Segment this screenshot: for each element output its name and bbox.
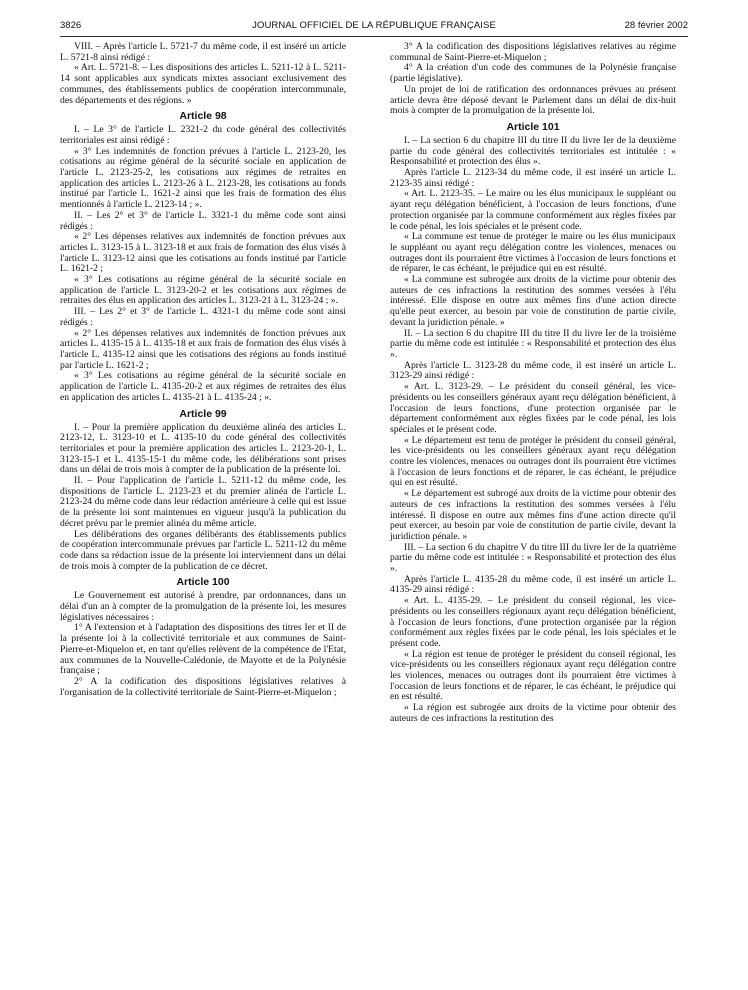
paragraph: « Art. L. 5721-8. – Les dispositions des articles L. 5211-12 à L. 5211-14 sont applicables aux syndicats mixtes associant exclusivement des communes, des établissements publics de coopération intercommunale, des départements et des régions. »: [60, 62, 346, 106]
journal-title: JOURNAL OFFICIEL DE LA RÉPUBLIQUE FRANÇAISE: [252, 20, 496, 31]
paragraph: « La commune est subrogée aux droits de la victime pour obtenir des auteurs de ces infractions la restitution des sommes versées à l'élu intéressé. Elle dispose en outre aux mêmes fins d'une action directe qu'elle peut exercer, au besoin par voie de constitution de partie civile, devant la juridiction pénale. »: [390, 274, 676, 328]
paragraph: Après l'article L. 4135-28 du même code, il est inséré un article L. 4135-29 ainsi rédigé :: [390, 573, 676, 596]
paragraph: III. – La section 6 du chapitre V du titre III du livre Ier de la quatrième partie du même code est intitulée : « Responsabilité et protection des élus ».: [390, 541, 676, 575]
article-heading: Article 101: [506, 120, 560, 133]
paragraph: Après l'article L. 3123-28 du même code, il est inséré un article L. 3123-29 ainsi rédigé :: [390, 359, 676, 382]
right-column: [390, 42, 676, 725]
paragraph: Un projet de loi de ratification des ordonnances prévues au présent article devra être déposé devant le Parlement dans un délai de dix-huit mois à compter de la promulgation de la présente loi.: [390, 83, 676, 117]
publication-date: 28 février 2002: [624, 20, 688, 31]
paragraph: « 3° Les indemnités de fonction prévues à l'article L. 2123-20, les cotisations au régime général de la sécurité sociale en application de l'article L. 2123-25-2, les cotisations aux régimes de retraites en application des articles L. 2123-26 à L. 2123-28, les cotisations au fonds institué par l'article L. 1621-2 ainsi que les frais de formation des élus mentionnés à l'article L. 2123-14 ; ».: [60, 145, 346, 211]
paragraph: « Art. L. 3123-29. – Le président du conseil général, les vice-présidents ou les conseillers généraux ayant reçu délégation bénéficient, à l'occasion de leurs fonctions, d'une protection organisée par le département conformément aux règles fixées par le code pénal, les lois spéciales et le présent code.: [390, 381, 676, 435]
paragraph: II. – Pour l'application de l'article L. 5211-12 du même code, les dispositions de l'article L. 2123-23 et du premier alinéa de l'article L. 2123-24 du même code dans leur rédaction antérieure à celle qui est issue de la présente loi sont maintenues en vigueur jusqu'à la publication du décret prévu par le premier alinéa du même article.: [60, 475, 346, 529]
paragraph: « Le département est subrogé aux droits de la victime pour obtenir des auteurs de ces infractions la restitution des sommes versées à l'élu intéressé. Il dispose en outre aux mêmes fins d'une action directe qu'il peut exercer, au besoin par voie de constitution de partie civile, devant la juridiction pénale. »: [390, 488, 676, 542]
paragraph: « Art. L. 2123-35. – Le maire ou les élus municipaux le suppléant ou ayant reçu délégation bénéficient, à l'occasion de leurs fonctions, d'une protection organisée par la commune conformément aux règles fixées par le code pénal, les lois spéciales et le présent code.: [390, 188, 676, 232]
left-column: [60, 42, 346, 698]
paragraph: « 3° Les cotisations au régime général de la sécurité sociale en application de l'article L. 3123-20-2 et les cotisations aux régimes de retraites des élus en application des articles L. 3123-21 à L. 3123-24 ; ».: [60, 274, 346, 307]
paragraph: « La commune est tenue de protéger le maire ou les élus municipaux le suppléant ou ayant reçu délégation contre les violences, menaces ou outrages dont ils pourraient être victimes à l'occasion de leurs fonctions et de réparer, le cas échéant, le préjudice qui en est résulté.: [390, 231, 676, 275]
paragraph: Les délibérations des organes délibérants des établissements publics de coopération intercommunale prévues par l'article L. 5211-12 du même code dans sa rédaction issue de la présente loi interviennent dans un délai de trois mois à compter de la publication de ce décret.: [60, 528, 346, 572]
paragraph: Après l'article L. 2123-34 du même code, il est inséré un article L. 2123-35 ainsi rédigé :: [390, 167, 676, 189]
paragraph: « 2° Les dépenses relatives aux indemnités de fonction prévues aux articles L. 4135-15 à L. 4135-18 et aux frais de formation des élus visés à l'article L. 4135-12 ainsi que les cotisations des régions au fonds institué par l'article L. 1621-2 ;: [60, 327, 346, 371]
article-heading: Article 98: [179, 110, 227, 123]
paragraph: II. – Les 2° et 3° de l'article L. 3321-1 du même code sont ainsi rédigés :: [60, 209, 346, 232]
paragraph: I. – La section 6 du chapitre III du titre II du livre Ier de la deuxième partie du code général des collectivités territoriales est intitulée : « Responsabilité et protection des élus ».: [390, 134, 676, 168]
paragraph: 1° A l'extension et à l'adaptation des dispositions des titres Ier et II de la présente loi à la collectivité territoriale et aux communes de Saint-Pierre-et-Miquelon et, en tant qu'elles relèvent de la compétence de l'Etat, aux communes de la Nouvelle-Calédonie, de Mayotte et de la Polynésie française ;: [60, 622, 346, 677]
paragraph: III. – Les 2° et 3° de l'article L. 4321-1 du même code sont ainsi rédigés :: [60, 306, 346, 328]
paragraph: « La région est subrogée aux droits de la victime pour obtenir des auteurs de ces infractions la restitution des: [390, 702, 676, 724]
paragraph: I. – Pour la première application du deuxième alinéa des articles L. 2123-12, L. 3123-10 et L. 4135-10 du code général des collectivités territoriales et pour la première application des articles L. 2123-20-1, L. 3123-15-1 et L. 4135-15-1 du même code, les délibérations sont prises dans un délai de trois mois à compter de la publication de la présente loi.: [60, 421, 346, 476]
page-number: 3826: [60, 20, 82, 31]
paragraph: « 2° Les dépenses relatives aux indemnités de fonction prévues aux articles L. 3123-15 à L. 3123-18 et aux frais de formation des élus visés à l'article L. 3123-12 ainsi que les cotisations au fonds institué par l'article L. 1621-2 ;: [60, 231, 346, 275]
article-heading: Article 99: [179, 407, 227, 420]
paragraph: I. – Le 3° de l'article L. 2321-2 du code général des collectivités territoriales est ainsi rédigé :: [60, 124, 346, 146]
page-header: [60, 20, 688, 34]
paragraph: « 3° Les cotisations au régime général de la sécurité sociale en application de l'article L. 4135-20-2 et aux régimes de retraites des élus en application des articles L. 4135-21 à L. 4135-24 ; ».: [60, 370, 346, 403]
paragraph: 2° A la codification des dispositions législatives relatives à l'organisation de la collectivité territoriale de Saint-Pierre-et-Miquelon ;: [60, 675, 346, 698]
article-heading: Article 100: [176, 576, 230, 589]
paragraph: « Le département est tenu de protéger le président du conseil général, les vice-présidents ou les conseillers généraux ayant reçu délégation contre les violences, menaces ou outrages dont ils pourraient être victimes à l'occasion de leurs fonctions et de réparer, le cas échéant, le préjudice qui en est résulté.: [390, 434, 676, 489]
paragraph: 3° A la codification des dispositions législatives relatives au régime communal de Saint-Pierre-et-Miquelon ;: [390, 41, 676, 63]
paragraph: « La région est tenue de protéger le président du conseil régional, les vice-présidents ou les conseillers régionaux ayant reçu délégation contre les violences, menaces ou outrages dont ils pourraient être victimes à l'occasion de leurs fonctions et de réparer, le cas échéant, le préjudice qui en est résulté.: [390, 648, 676, 703]
paragraph: VIII. – Après l'article L. 5721-7 du même code, il est inséré un article L. 5721-8 ainsi rédigé :: [60, 41, 346, 63]
paragraph: 4° A la création d'un code des communes de la Polynésie française (partie législative).: [390, 62, 676, 85]
paragraph: Le Gouvernement est autorisé à prendre, par ordonnances, dans un délai d'un an à compter de la promulgation de la présente loi, les mesures législatives nécessaires :: [60, 590, 346, 623]
header-rule: [60, 36, 688, 37]
paragraph: « Art. L. 4135-29. – Le président du conseil régional, les vice-présidents ou les conseillers régionaux ayant reçu délégation bénéficient, à l'occasion de leurs fonctions, d'une protection organisée par la région conformément aux règles fixées par le code pénal, les lois spéciales et le présent code.: [390, 595, 676, 649]
paragraph: II. – La section 6 du chapitre III du titre II du livre Ier de la troisième partie du même code est intitulée : « Responsabilité et protection des élus ».: [390, 327, 676, 360]
